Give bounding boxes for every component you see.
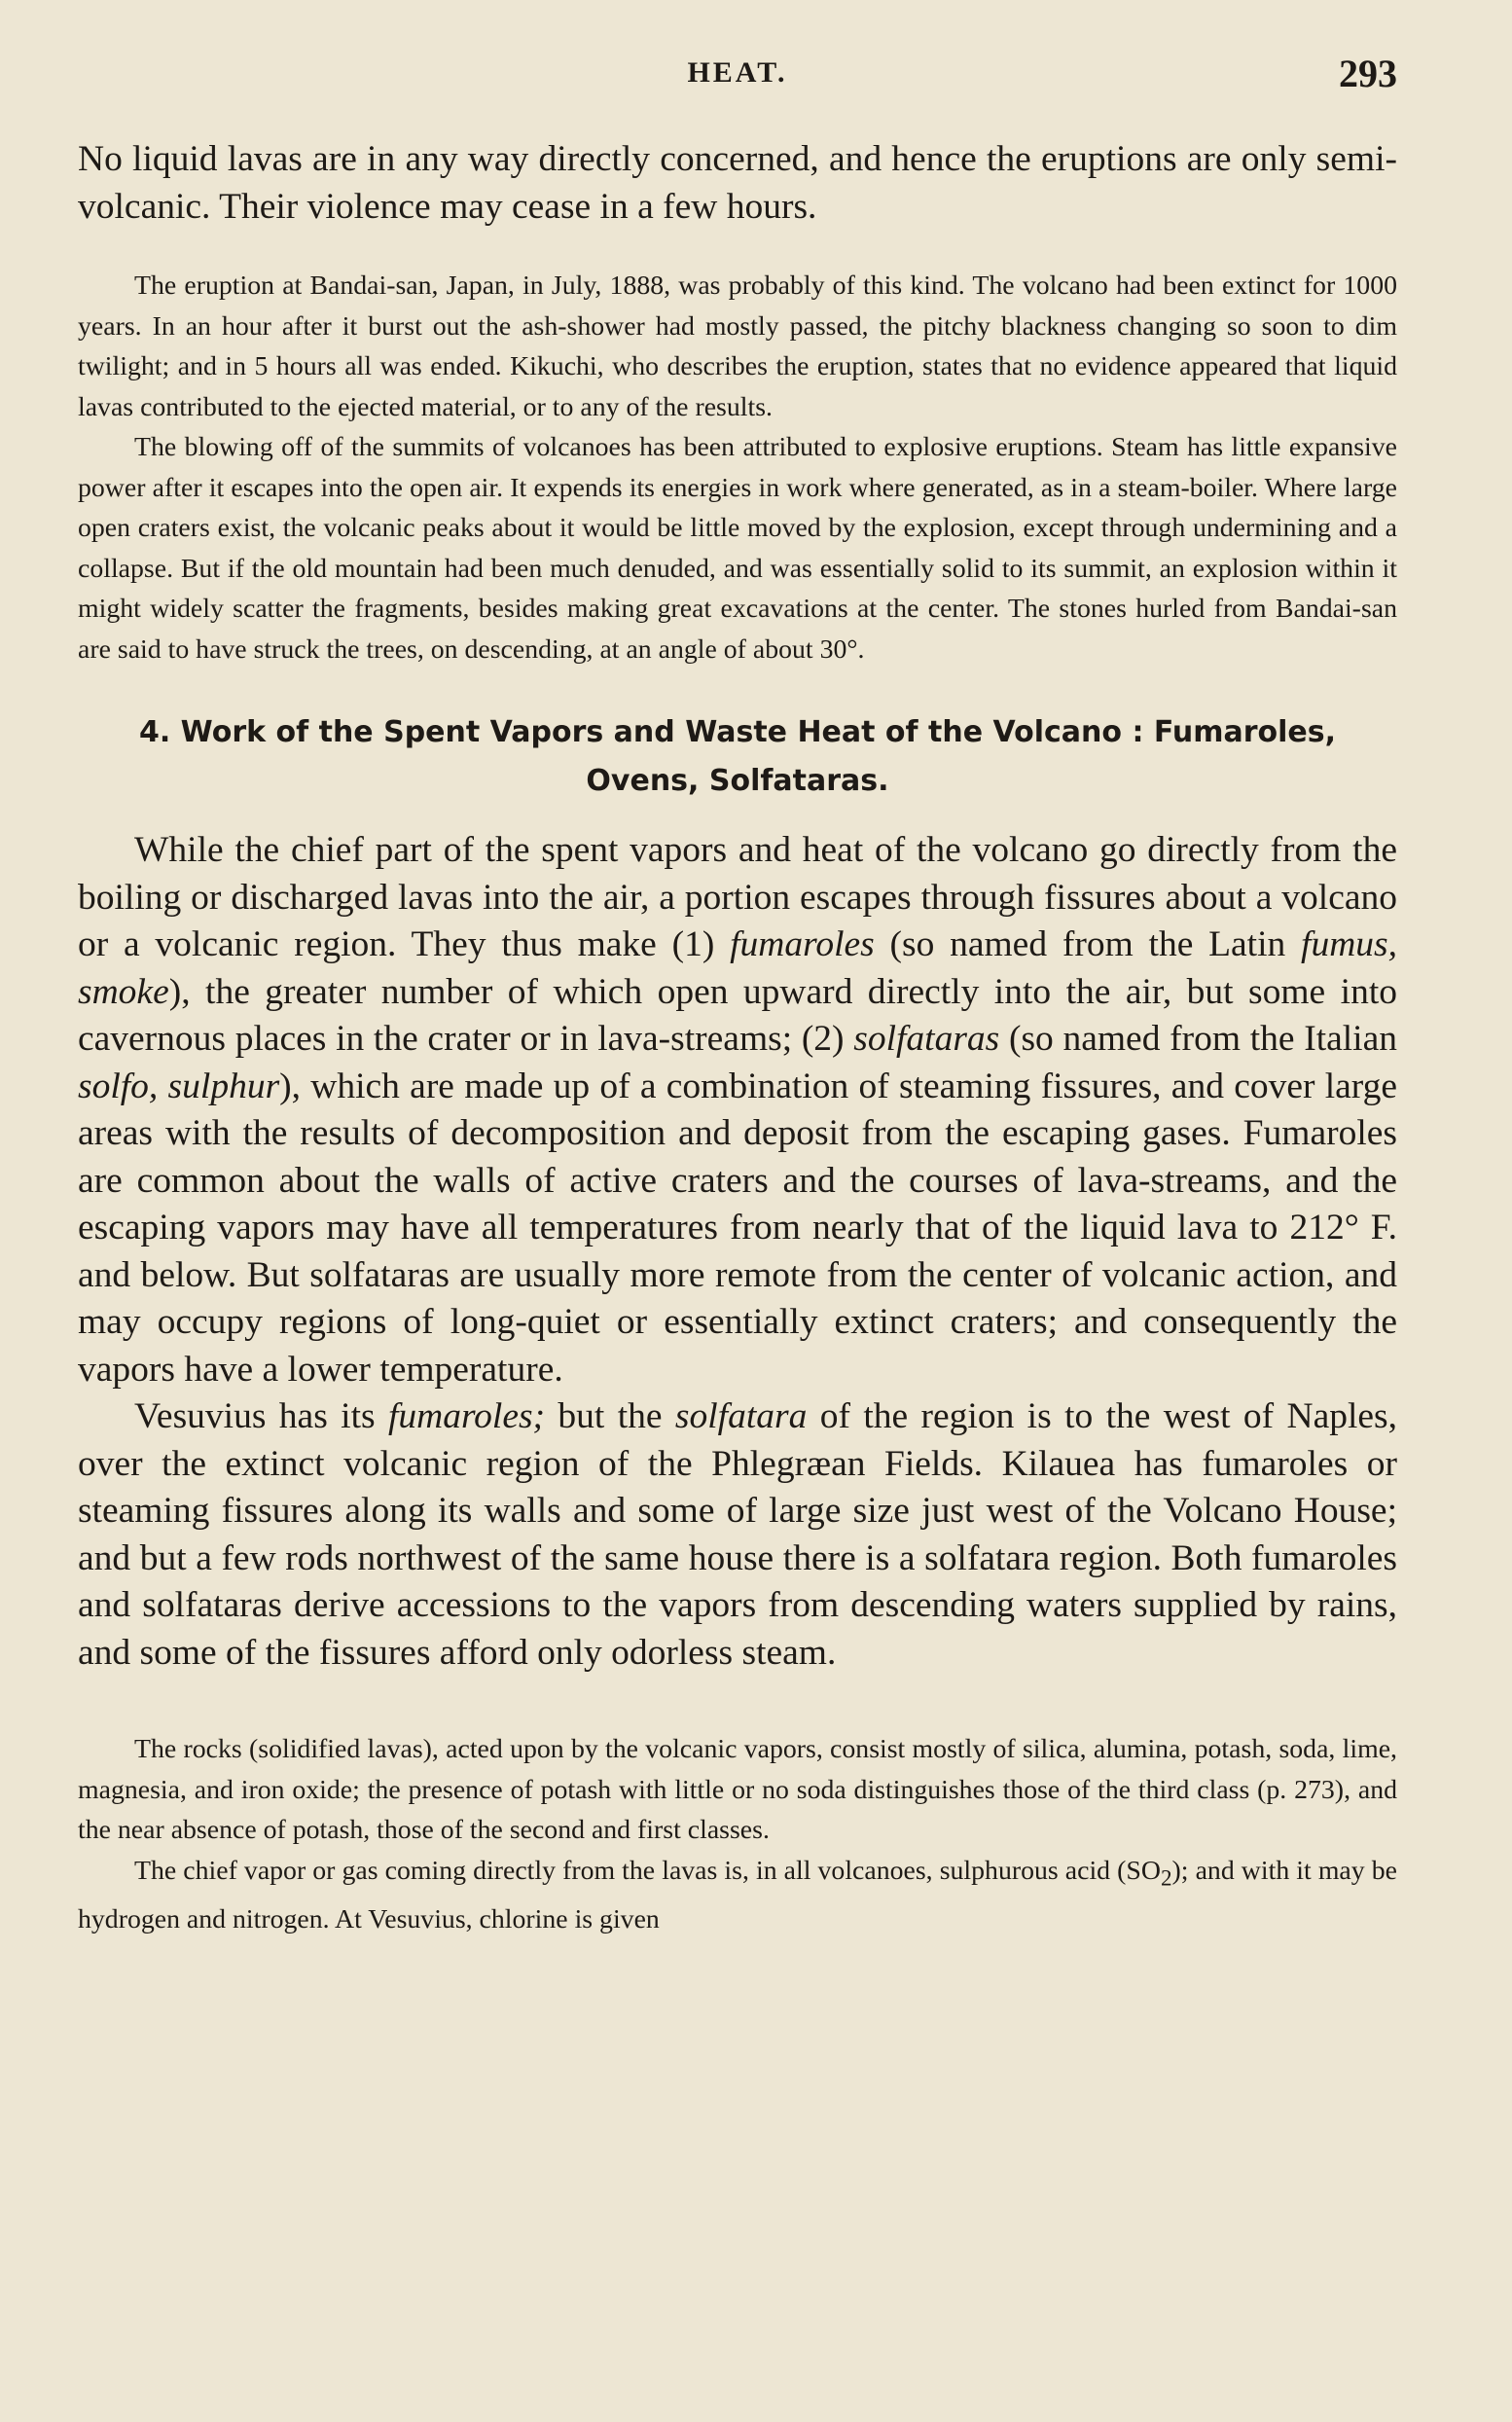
main-paragraph-vesuvius <box>78 1393 1397 1677</box>
text-run: of the region is to the west of Naples, over the extinct volcanic region of the Phlegræan Fields. Kilauea has fumaroles or steaming fissures along its walls and some of large size just west of the Volcano House; and but a few rods northwest of the same house there is a solfatara region. Both fumaroles and solfataras derive accessions to the vapors from descending waters supplied by rains, and some of the fissures afford only odorless steam. <box>78 1396 1398 1673</box>
note-paragraph-explosions: The blowing off of the summits of volcanoes has been attributed to explosive eruptions. Steam has little expansive power after it escapes into the open air. It expends its energies in work where generated, as in a steam-boiler. Where large open craters exist, the volcanic peaks about it would be little moved by the explosion, except through undermining and a collapse. But if the old mountain had been much denuded, and was essentially solid to its summit, an explosion within it might widely scatter the fragments, besides making great excavations at the center. The stones hurled from Bandai-san are said to have struck the trees, on descending, at an angle of about 30°. <box>78 432 1397 665</box>
note-paragraph-bandai-san: The eruption at Bandai-san, Japan, in July, 1888, was probably of this kind. The volcano had been extinct for 1000 years. In an hour after it burst out the ash-shower had mostly passed, the pitchy blackness changing so soon to dim twilight; and in 5 hours all was ended. Kikuchi, who describes the eruption, states that no evidence appeared that liquid lavas contributed to the ejected material, or to any of the results. <box>78 271 1397 422</box>
text-run: (so named from the Italian <box>999 1019 1397 1059</box>
text-run: ), which are made up of a combination of steaming fissures, and cover large areas with the results of decomposition and deposit from the escaping gases. Fumaroles are common about the walls of active craters and the courses of lava-streams, and the escaping vapors may have all temperatures from nearly that of the liquid lava to 212° F. and below. But solfataras are usually more remote from the center of volcanic action, and may occupy regions of long-quiet or essentially extinct craters; and consequently the vapors have a lower temperature. <box>78 1066 1397 1390</box>
text-run: While the chief part of the spent vapors and heat of the volcano go directly from the boiling or discharged lavas into the air, a portion escapes through fissures about a volcano or a volcanic region. They thus make (1) <box>78 830 1397 964</box>
subscript-two: 2 <box>1160 1865 1172 1892</box>
term-solfatara: solfatara <box>674 1396 808 1436</box>
term-fumaroles: fumaroles <box>730 924 875 964</box>
term-fumaroles: fumaroles; <box>387 1396 546 1436</box>
text-run: but the <box>545 1396 675 1436</box>
term-solfo: solfo, sulphur <box>78 1066 280 1106</box>
term-solfataras: solfataras <box>853 1019 1000 1059</box>
text-run: Vesuvius has its <box>134 1396 388 1436</box>
intro-paragraph: No liquid lavas are in any way directly concerned, and hence the eruptions are only semi-volcanic. Their violence may cease in a few hours. <box>78 139 1397 227</box>
term-fumus: fumus, smoke <box>78 924 1397 1012</box>
note-paragraph-rocks: The rocks (solidified lavas), acted upon by the volcanic vapors, consist mostly of silica, alumina, potash, soda, lime, magnesia, and iron oxide; the presence of potash with little or no soda distinguishes those of the third class (p. 273), and the near absence of potash, those of the second and first classes. <box>78 1734 1397 1845</box>
text-run: ), the greater number of which open upward directly into the air, but some into cavernous places in the crater or in lava-streams; (2) <box>78 971 1397 1059</box>
running-title: HEAT. <box>687 56 788 89</box>
section-heading <box>78 708 1397 806</box>
note-paragraph-vapors <box>78 1851 1397 1940</box>
running-header <box>78 51 1397 109</box>
section-heading-line1: 4. Work of the Spent Vapors and Waste Heat of the Volcano : Fumaroles, <box>138 715 1337 749</box>
text-run: ); and with it may be hydrogen and nitrogen. At Vesuvius, chlorine is given <box>78 1855 1397 1934</box>
text-run: (so named from the Latin <box>874 924 1302 964</box>
main-paragraph-fumaroles <box>78 827 1397 1393</box>
page-body <box>78 136 1397 1939</box>
text-run: The chief vapor or gas coming directly from the lavas is, in all volcanoes, sulphurous acid (SO <box>134 1855 1161 1886</box>
section-heading-line2: Ovens, Solfataras. <box>586 764 889 798</box>
page-number: 293 <box>1339 52 1397 95</box>
